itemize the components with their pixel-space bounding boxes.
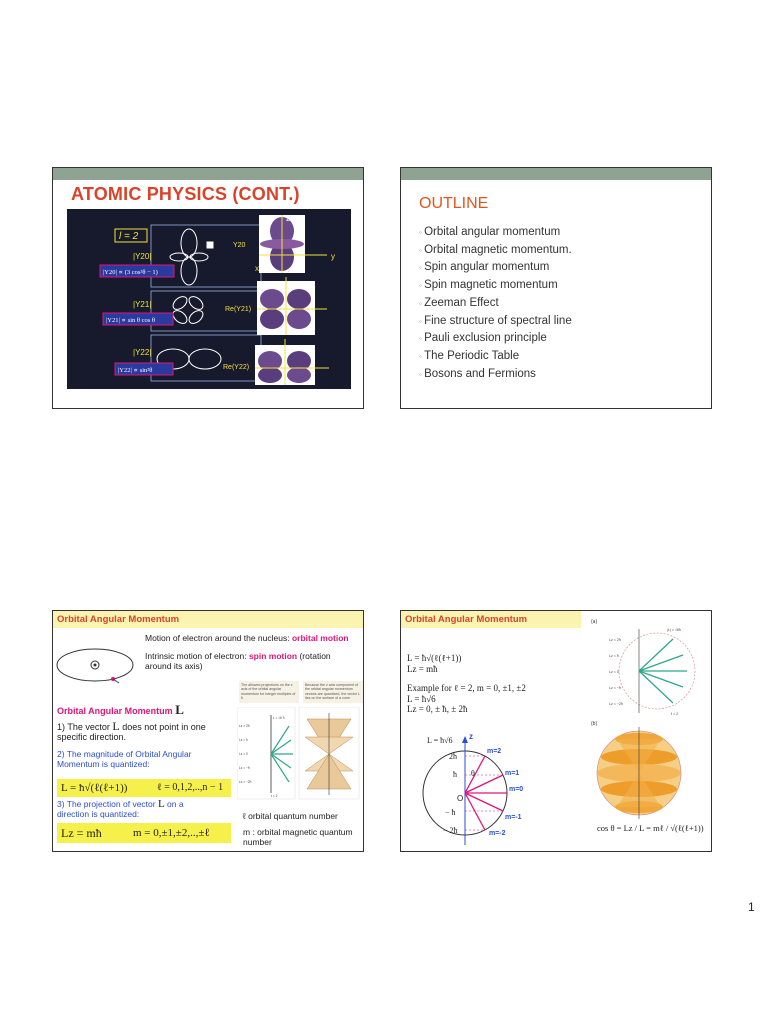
spherical-harmonics-figure (67, 209, 351, 389)
x-axis-label: x (255, 264, 259, 273)
page-number: 1 (748, 900, 755, 914)
fig-a-label: (a) (591, 619, 598, 625)
cos-theta-equation: cos θ = Lz / L = mℓ / √(ℓ(ℓ+1)) (597, 823, 704, 833)
diagram-minus-hbar: − ħ (445, 808, 456, 817)
y22-label: |Y22| (133, 348, 152, 357)
intrinsic-text-post: (rotation around its axis) (145, 651, 331, 671)
m-label: m=2 (487, 748, 502, 755)
eq-Lz-values: Lz = 0, ± ħ, ± 2ħ (407, 704, 468, 714)
point-1-post: does not point in one specific direction. (57, 722, 206, 742)
slide-orbital-angular-momentum-1 (52, 610, 364, 852)
m-range: m = 0,±1,±2,..,±ℓ (133, 827, 210, 839)
point-3-pre: 3) The projection of vector (57, 799, 158, 809)
subheader-text: Orbital Angular Momentum (57, 706, 173, 716)
slide-orbital-angular-momentum-2 (400, 610, 712, 852)
motion-text-plain: Motion of electron around the nucleus: (145, 633, 292, 643)
y21-formula: |Y21| ∝ sin θ cos θ (106, 317, 156, 324)
point-1 (57, 721, 233, 742)
l-range: ℓ = 0,1,2,..,n − 1 (157, 782, 224, 793)
diagram-2hbar: 2ħ (449, 752, 457, 761)
l-equals-label: l = 2 (119, 231, 139, 242)
motion-text (145, 633, 361, 643)
note-m-quantum: m : orbital magnetic quantum number (243, 827, 353, 847)
point-3-post: on a direction is quantized: (57, 799, 184, 819)
lz-label: Lz = −ħ (239, 766, 250, 770)
eq-L-sqrt6: L = ħ√6 (407, 694, 436, 704)
lz-label: Lz = ħ (239, 738, 248, 742)
outline-item: ◦ Fine structure of spectral line (419, 313, 572, 331)
y22-formula: |Y22| ∝ sin²θ (118, 367, 153, 374)
slide-top-bar (53, 168, 363, 180)
subheader-oam (57, 702, 184, 717)
z-axis-label: z (286, 214, 290, 223)
y22-3d-label: Re(Y22) (223, 364, 250, 371)
diagram-theta: θ (471, 769, 475, 778)
outline-item: ◦ Pauli exclusion principle (419, 330, 572, 348)
intrinsic-text-plain: Intrinsic motion of electron: (145, 651, 249, 661)
note-l-quantum: ℓ orbital quantum number (243, 811, 338, 821)
eq-Lz: Lz = mħ (407, 664, 438, 674)
diagram-L-label: L = ħ√6 (427, 736, 453, 745)
cone-stack (299, 707, 359, 799)
point-2: 2) The magnitude of Orbital Angular Momentum is quantized: (57, 749, 192, 769)
fig-l-label: ℓ = 2 (271, 794, 278, 798)
y-axis-label: y (331, 252, 335, 261)
y20-label: |Y20| (133, 252, 152, 261)
angular-momentum-figures (587, 613, 711, 833)
m-label: m=0 (509, 786, 524, 793)
point-3 (57, 799, 217, 819)
magnitude-formula: L = ħ√(ℓ(ℓ+1)) (61, 782, 128, 794)
vector-L-inline: L (112, 719, 120, 733)
orbital-motion-term: orbital motion (291, 633, 349, 643)
fig-a-lz: Lz = −ħ (609, 686, 621, 690)
slide-atomic-physics (52, 167, 364, 409)
outline-list (419, 224, 572, 383)
outline-title: OUTLINE (419, 195, 489, 212)
eq-L: L = ħ√(ℓ(ℓ+1)) (407, 653, 462, 663)
lz-projection-figure (237, 707, 361, 807)
slide-header (53, 611, 363, 628)
point-1-pre: 1) The vector (57, 722, 113, 732)
spin-motion-term: spin motion (248, 651, 298, 661)
fig-a-lz: Lz = ħ (609, 654, 619, 658)
fig-a-lz: Lz = 0 (609, 670, 619, 674)
y20-formula: |Y20| ∝ (3 cos²θ − 1) (103, 269, 158, 276)
slide-outline (400, 167, 712, 409)
slide-header-text: Orbital Angular Momentum (57, 614, 180, 625)
diagram-minus-2hbar: − 2ħ (443, 826, 458, 835)
slide-header-text: Orbital Angular Momentum (405, 614, 528, 625)
lz-label: Lz = −2ħ (239, 780, 252, 784)
lz-label: Lz = 0 (239, 752, 248, 756)
vector-L-inline-2: L (157, 798, 165, 810)
outline-item: ◦ Orbital angular momentum (419, 224, 572, 242)
electron-orbit-diagram (55, 645, 145, 685)
diagram-z-label: z (469, 732, 473, 741)
magnitude-equation (57, 779, 231, 797)
fig-a-L: |L| = √6ħ (667, 628, 681, 632)
y20-3d-label: Y20 (233, 242, 246, 249)
outline-item: ◦ Spin angular momentum (419, 259, 572, 277)
fig-a-lz: Lz = −2ħ (609, 702, 623, 706)
intrinsic-text (145, 651, 351, 671)
outline-item: ◦ Bosons and Fermions (419, 366, 572, 384)
projection-equation (57, 823, 231, 843)
slide-title: ATOMIC PHYSICS (CONT.) (71, 184, 300, 204)
m-label: m=-1 (505, 814, 522, 821)
outline-item: ◦ Orbital magnetic momentum. (419, 242, 572, 260)
outline-item: ◦ Spin magnetic momentum (419, 277, 572, 295)
fig-a-l: ℓ = 2 (671, 712, 679, 716)
outline-item: ◦ The Periodic Table (419, 348, 572, 366)
diagram-origin: O (457, 794, 464, 803)
y21-3d-label: Re(Y21) (225, 306, 252, 313)
example-line: Example for ℓ = 2, m = 0, ±1, ±2 (407, 683, 526, 693)
figure-caption-left: The allowed projections on the z axis of the orbital angular momentum for integer multiples of ħ (239, 681, 299, 703)
projection-formula: Lz = mħ (61, 826, 102, 840)
vector-L-symbol: L (175, 702, 184, 717)
lz-circle-diagram (405, 731, 555, 849)
m-label: m=-2 (489, 830, 506, 837)
figure-caption-right: Because the z axis component of the orbital angular momentum vectors are quantized, the vector L lies on the surface of a cone (303, 681, 364, 703)
slide-top-bar (401, 168, 711, 180)
slide-header (401, 611, 581, 628)
fig-b-label: (b) (591, 721, 598, 727)
diagram-hbar: ħ (453, 770, 457, 779)
lz-label: Lz = 2ħ (239, 724, 250, 728)
m-label: m=1 (505, 770, 520, 777)
y21-label: |Y21| (133, 300, 152, 309)
outline-item: ◦ Zeeman Effect (419, 295, 572, 313)
fig-a-lz: Lz = 2ħ (609, 638, 621, 642)
fig-L-label: L = √6 ħ (273, 716, 285, 720)
